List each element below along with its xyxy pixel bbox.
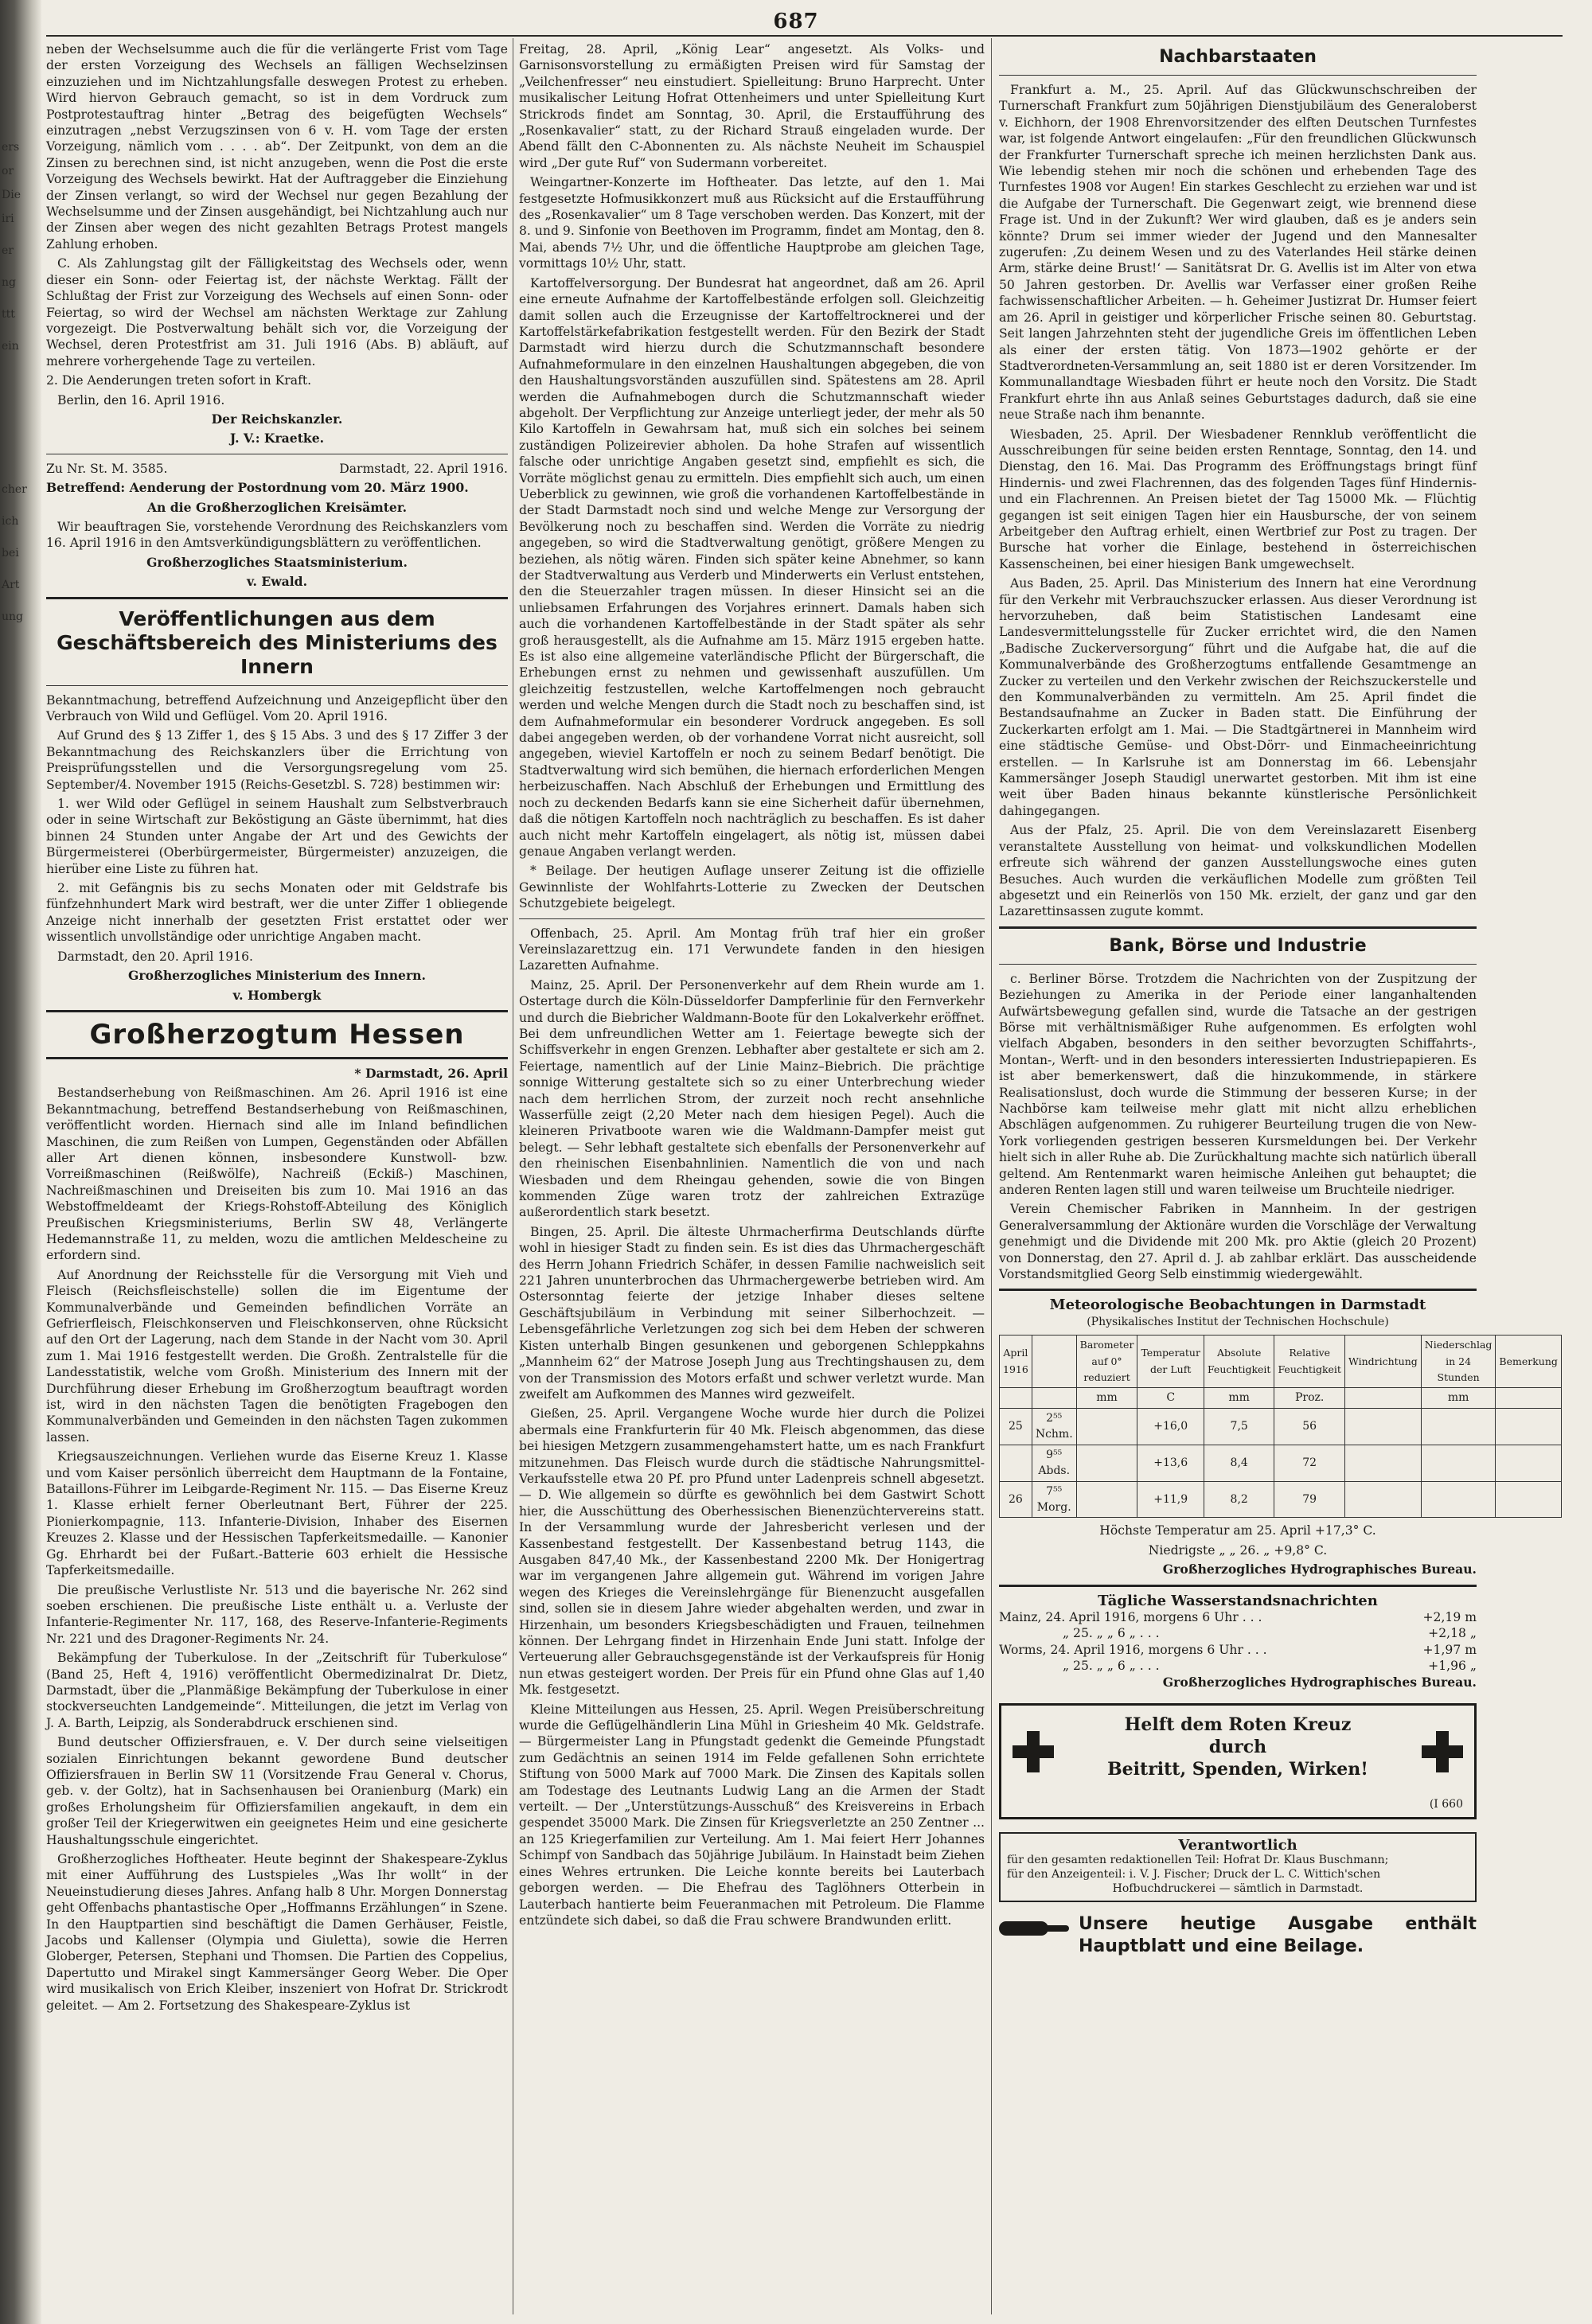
table-cell: 7,5 [1204,1408,1274,1445]
ad-line: durch [1208,1736,1267,1757]
table-unit: Proz. [1274,1388,1345,1408]
table-header: Absolute Feuchtigkeit [1204,1336,1274,1388]
paragraph: Aus Baden, 25. April. Das Ministerium des Innern hat eine Verordnung für den Verkehr mit Verbrauchszucker erlassen. Aus dieser Verordnung ist hervorzuheben, daß beim Statistischen Landesamt eine Landesvermittelungsstelle für Zucker errichtet wird, die den Namen „Badische Zuckerversorgung“ führt und die Aufgabe hat, die auf die Kommunalverbände des Großherzogtums entfallende Gesamtmenge an Zucker zu verteilen und den Verkehr zwischen der Reichszuckerstelle und den Kommunalverbänden zu vermitteln. Am 25. April findet die Bestandsaufnahme an Zucker in Baden statt. Die Einführung der Zuckerkarten erfolgt am 1. Mai. — Die Stadtgärtnerei in Mannheim wird eine städtische Gemüse- und Obst-Dörr- und Einmacheeinrichtung erstellen. — In Karlsruhe ist am Donnerstag im 66. Lebensjahr Kammersänger Joseph Staudigl unerwartet gestorben. Mit ihm ist eine weit über Baden hinaus bekannte künstlerische Persönlichkeit dahingegangen. [999,576,1477,818]
column-rule [991,38,992,2314]
table-header: Bemerkung [1496,1336,1562,1388]
water-level-label: „ 25. „ „ 6 „ . . . [1063,1626,1160,1641]
imprint-line: für den gesamten redaktionellen Teil: Hofrat Dr. Klaus Buschmann; [1007,1853,1389,1866]
table-header: Temperatur der Luft [1137,1336,1204,1388]
binding-edge [0,0,41,2324]
water-level-row [999,1642,1477,1658]
table-cell: +16,0 [1137,1408,1204,1445]
binding-fragment: ers [2,141,20,154]
paragraph: C. Als Zahlungstag gilt der Fälligkeitstag des Wechsels oder, wenn dieser ein Sonn- oder Feiertag ist, der nächste Werktag. Fällt der Schlußtag der Frist zur Vorzeigung des Wechsels auf einen Sonn- oder Feiertag, so wird der Wechsel am nächsten Werktage zur Zahlung vorgezeigt. Die Postverwaltung behält sich vor, die Vorzeigung der Wechsel, deren Protestfrist am 31. Juli 1916 (Abs. B) abläuft, auf mehrere vorhergehende Tage zu verteilen. [46,256,508,368]
water-level-source: Großherzogliches Hydrographisches Bureau. [1162,1674,1477,1690]
paragraph: 2. Die Aenderungen treten sofort in Kraft. [46,373,312,388]
table-cell: 8,2 [1204,1481,1274,1518]
paragraph: * Beilage. Der heutigen Auflage unserer Zeitung ist die offizielle Gewinnliste der Wohlfahrts-Lotterie zu Zwecken der Deutschen Schutzgebiete beigelegt. [519,864,985,911]
paragraph: Wir beauftragen Sie, vorstehende Verordnung des Reichskanzlers vom 16. April 1916 in den Amtsverkündigungsblättern zu veröffentlichen. [46,519,508,551]
paragraph: Mainz, 25. April. Der Personenverkehr auf dem Rhein wurde am 1. Ostertage durch die Köln-Düsseldorfer Dampferlinie für den Fernverkehr und durch die Biebricher Waldmann-Boote für den Lokalverkehr eröffnet. Bei dem unfreundlichen Wetter am 1. Feiertage bewegte sich der Schiffsverkehr in engen Grenzen. Lebhafter aber gestaltete er sich am 2. Feiertage, namentlich auf der Linie Mainz–Biebrich. Die prächtige sonnige Witterung gestaltete sich so zu einer Unterbrechung wieder nach dem herrlichen Strom, der zurzeit noch recht ansehnliche Wasserfülle zeigt (2,20 Meter nach dem hiesigen Pegel). Auch die kleineren Privatboote waren wie die Waldmann-Dampfer meist gut belegt. — Sehr lebhaft gestaltete sich ebenfalls der Personenverkehr auf den rheinischen Eisenbahnlinien. Namentlich die von und nach Wiesbaden und dem Rheingau gehenden, sowie die von Bingen kommenden Züge waren trotz der zahlreichen Extrazüge außerordentlich stark besetzt. [519,977,985,1220]
paragraph: neben der Wechselsumme auch die für die verlängerte Frist vom Tage der ersten Vorzeigung des Wechsels an fälligen Wechselzinsen einzuziehen und im Nichtzahlungsfalle deswegen Protest zu erheben. Wird hiervon Gebrauch gemacht, so ist in dem Vordruck zum Postprotestauftrag hinter „Betrag des beigefügten Wechsels“ einzutragen „nebst Verzugszinsen von 6 v. H. vom Tage der ersten Vorzeigung, nämlich vom . . . . ab“. Der Zeitpunkt, von dem an die Zinsen zu berechnen sind, ist nicht anzugeben, wenn die Post die erste Vorzeigung des Wechsels bewirkt. Hat der Auftraggeber die Einziehung der Zinsen verlangt, so wird der Wechsel nur gegen Bezahlung der Wechselsumme und der Zinsen ausgehändigt, bei Nichtzahlung auch nur der Zinsen aber wegen des nicht gezahlten Betrags Protest mangels Zahlung erhoben. [46,42,508,252]
table-cell: 9⁵⁵ Abds. [1032,1445,1076,1481]
signature: Der Reichskanzler. [211,411,343,427]
weather-subtitle: (Physikalisches Institut der Technischen Hochschule) [1087,1315,1389,1328]
table-header: Windrichtung [1344,1336,1421,1388]
paragraph: Weingartner-Konzerte im Hoftheater. Das letzte, auf den 1. Mai festgesetzte Hofmusikkonzert muß aus Rücksicht auf die Erstaufführung des „Rosenkavalier“ um 8 Tage verschoben werden. Das Konzert, mit der 8. und 9. Sinfonie von Beethoven im Programm, findet am Montag, den 8. Mai, abends 7½ Uhr, und die öffentliche Hauptprobe am gleichen Tage, vormittags 10½ Uhr, statt. [519,175,985,271]
imprint-box [999,1832,1477,1902]
imprint-line: für den Anzeigenteil: i. V. J. Fischer; Druck der L. C. Wittich'schen [1007,1867,1381,1881]
signature: J. V.: Kraetke. [229,431,325,446]
addressee: An die Großherzoglichen Kreisämter. [146,499,408,515]
paragraph: Kartoffelversorgung. Der Bundesrat hat angeordnet, daß am 26. April eine erneute Aufnahme der Kartoffelbestände erfolgen soll. Gleichzeitig damit sollen auch die Erzeugnisse der Kartoffeltrocknerei und der Kartoffelstärkefabrikation festgestellt werden. Für den Bezirk der Stadt Darmstadt wird hierzu durch die Schutzmannschaft besondere Aufnahmeformulare in den einzelnen Haushaltungen abgegeben, die von den Haushaltungsvorständen auszufüllen sind. Spätestens am 28. April werden die Aufnahmebogen durch die Schutzmannschaft wieder abgeholt. Der Verpflichtung zur Anzeige unterliegt jeder, der mehr als 50 Kilo Kartoffeln in Gewahrsam hat, muß sich ein solches bei seinem zuständigen Polizeirevier abholen. Da hohe Strafen auf wissentlich falsche oder unrichtige Angaben gesetzt sind, empfiehlt es sich, die Vorräte möglichst genau zu ermitteln. Dies empfiehlt sich auch, um einen Ueberblick zu gewinnen, wie groß die vorhandenen Kartoffelbestände in der Stadt Darmstadt noch sind und welche Menge zur Versorgung der Bevölkerung noch zu beschaffen sind. Werden die Vorräte zu niedrig angegeben, so wird die Stadtverwaltung genötigt, größere Mengen zu beziehen, als nötig wären. Finden sich später keine Abnehmer, so kann der Stadtverwaltung aus Verderb und Minderwerts ein Verlust entstehen, den die Steuerzahler tragen müssen. In dieser Hinsicht sei an die unliebsamen Erfahrungen des Vorjahres erinnert. Damals haben sich auch die vorhandenen Kartoffelbestände in der Stadt später als sehr groß herausgestellt, als die Aufnahme am 15. März 1915 ergeben hatte. Es ist also eine allgemeine vaterländische Pflicht der Bürgerschaft, die Erhebungen ernst zu nehmen und gewissenhaft auszufüllen. Um gleichzeitig festzustellen, welche Kartoffelmengen noch gebraucht werden und welche Mengen durch die Stadt noch zu beschaffen sind, ist dem Aufnahmeformular ein besonderer Vordruck angegeben. Es soll dabei angegeben werden, ob der vorhandene Vorrat nicht ausreicht, soll angegeben, wieviel Kartoffeln er noch zu seinem Bedarf benötigt. Die Stadtverwaltung wird sich bemühen, die hiernach erforderlichen Mengen herbeizuschaffen. Nach Abschluß der Erhebungen und Ermittlung des noch zu deckenden Bedarfs kann sie eine Sicherheit dafür übernehmen, daß die nötigen Kartoffeln noch nachträglich zu beschaffen. Es ist daher auch nicht mehr Kartoffeln eingelagert, als nötig ist, müssen dabei genaue Angaben verlangt werden. [519,275,985,859]
section-heading: Veröffentlichungen aus dem Geschäftsbereich des Ministeriums des Innern [57,606,498,678]
table-unit [1496,1388,1562,1408]
ad-code: (I 660 [1429,1797,1463,1811]
signature: Großherzogliches Ministerium des Innern. [128,968,426,984]
table-cell: 72 [1274,1445,1345,1481]
paragraph: Bund deutscher Offiziersfrauen, e. V. Der durch seine vielseitigen sozialen Einrichtungen bekannt gewordene Bund deutscher Offiziersfrauen in Berlin SW 11 (Vorsitzende Frau General v. Chorus, geb. v. der Goltz), hat in Sachsenhausen bei Oranienburg (Mark) ein großes Erholungsheim für Offiziersfamilien angekauft, in dem ein großer Teil der Kriegerwitwen ein geeignetes Heim und eine gesicherte Haushaltungsschule eingerichtet. [46,1735,508,1847]
section-heading: Großherzogtum Hessen [89,1018,465,1051]
table-header: Niederschlag in 24 Stunden [1421,1336,1496,1388]
imprint-line: Hofbuchdruckerei — sämtlich in Darmstadt. [1112,1881,1364,1895]
table-cell [1496,1408,1562,1445]
section-heading: Bank, Börse und Industrie [1109,935,1367,956]
table-cell [1076,1481,1137,1518]
temperature-max: Höchste Temperatur am 25. April +17,3° C. [1099,1523,1376,1538]
table-unit: mm [1076,1388,1137,1408]
weather-source: Großherzogliches Hydrographisches Bureau. [1162,1562,1477,1577]
cross-icon [1422,1731,1463,1772]
binding-fragment: ein [2,340,19,353]
water-level-label: Mainz, 24. April 1916, morgens 6 Uhr . . . [999,1609,1262,1624]
weather-table [999,1335,1562,1518]
paragraph: 2. mit Gefängnis bis zu sechs Monaten oder mit Geldstrafe bis fünfzehnhundert Mark wird bestraft, wer die unter Ziffer 1 obliegende Anzeige nicht innerhalb der gesetzten Frist erstattet oder wer wissentlich unvollständige oder unrichtige Angaben macht. [46,881,508,945]
pointing-hand-icon [999,1913,1071,1944]
divider [46,1057,508,1059]
binding-fragment: bei [2,547,19,560]
water-level-value: +2,19 m [1422,1609,1477,1624]
signature: v. Hombergk [232,987,322,1003]
ad-line: Beitritt, Spenden, Wirken! [1107,1758,1368,1780]
announcement-title: Bekanntmachung, betreffend Aufzeichnung und Anzeigepflicht über den Verbrauch von Wild und Geflügel. Vom 20. April 1916. [46,692,508,723]
paragraph: Wiesbaden, 25. April. Der Wiesbadener Rennklub veröffentlicht die Ausschreibungen für seine beiden ersten Renntage, Sonntag, den 14. und Dienstag, den 16. Mai. Das Programm des Eröffnungstags bringt fünf Hindernis- und zwei Flachrennen, das des folgenden Tages fünf Hindernis- und ein Flachrennen. An Preisen bietet der Tag 15000 Mk. — Flüchtig gegangen ist seit einigen Tagen hier ein Hausbursche, der von seinem Arbeitgeber den Auftrag erhielt, einen Wertbrief zur Post zu tragen. Der Bursche hat vorher die Einlage, bestehend in österreichischen Kassenscheinen, bei einer hiesigen Bank umgewechselt. [999,427,1477,571]
paragraph: Gießen, 25. April. Vergangene Woche wurde hier durch die Polizei abermals eine Frankfurterin für 40 Mk. Fleisch abgenommen, das diese bei hiesigen Metzgern zusammengehamstert hatte, um es nach Frankfurt mitzunehmen. Das Fleisch wurde durch die städtische Nahrungsmittel-Verkaufsstelle etwa 20 Pf. pro Pfund unter Ladenpreis schnell abgesetzt. — D. Wie allgemein so dürfte es gewöhnlich bei dem Gastwirt Schott hier, die Ausschüttung des Oberhessischen Bienenzüchtervereins statt. In der Versammlung wurde der Jahresbericht verlesen und der Kassenbestand festgestellt. Der Kassenbestand betrug 1143, die Ausgaben 847,40 Mk., der Kassenbestand 2200 Mk. Der Honigertrag war im vergangenen Jahre allgemein gut. Während im vorigen Jahre wegen des Krieges die Vereinslehrgänge für Bienenzucht ausgefallen sind, sollen sie in diesem Jahre wieder abgehalten werden, und zwar in Hirzenhain, um besonders Kriegsbeschädigten und Frauen, teilnehmen können. Der Lehrgang findet in Hirzenhain Ende Juni statt. Infolge der Verteuerung aller Gebrauchsgegenstände ist der Verkaufspreis für Honig nun etwas gesteigert worden. Der Preis für ein Pfund ohne Glas auf 1,40 Mk. festgesetzt. [519,1406,985,1698]
table-cell: +13,6 [1137,1445,1204,1481]
table-row [1000,1481,1562,1518]
paragraph: Bingen, 25. April. Die älteste Uhrmacherfirma Deutschlands dürfte wohl in hiesiger Stadt zu finden sein. Es ist dies das Uhrmachergeschäft des Herrn Johann Friedrich Schäfer, in dessen Familie nachweislich seit 221 Jahren ununterbrochen das Uhrmachergewerbe betrieben wird. Am Ostersonntag feierte der jetzige Inhaber dieses seltene Geschäftsjubiläum in Verbindung mit seiner Silberhochzeit. — Lebensgefährliche Verletzungen zog sich bei dem Heben der schweren Kisten unterhalb Bingen gesunkenen und geborgenen Schleppkahns „Mannheim 62“ der Matrose Joseph Jung aus Trechtingshausen zu, dem von der Transmission des Motors erfaßt und schwer verletzt wurde. Man zweifelt am Aufkommen des Mannes wird gezweifelt. [519,1224,985,1402]
table-unit: C [1137,1388,1204,1408]
water-level-label: „ 25. „ „ 6 „ . . . [1063,1659,1160,1674]
paragraph: Darmstadt, den 20. April 1916. [57,949,254,964]
table-header: Relative Feuchtigkeit [1274,1336,1345,1388]
binding-fragment: Art [2,579,20,591]
reference-date: Darmstadt, 22. April 1916. [339,461,508,476]
water-level-value: +1,96 „ [1428,1659,1477,1674]
water-level-row [999,1658,1477,1674]
table-cell [1421,1445,1496,1481]
imprint-title: Verantwortlich [1178,1836,1297,1854]
water-level-value: +1,97 m [1422,1642,1477,1657]
section-heading: Nachbarstaaten [1159,47,1317,67]
binding-fragment: iri [2,213,14,225]
column-left [46,41,508,2017]
paragraph: Offenbach, 25. April. Am Montag früh traf hier ein großer Vereinslazarettzug ein. 171 Verwundete fanden in den hiesigen Lazaretten Aufnahme. [519,926,985,973]
table-unit: mm [1421,1388,1496,1408]
page-number: 687 [773,10,819,33]
table-cell: 26 [1000,1481,1032,1518]
binding-fragment: ttt [2,308,15,321]
weather-title: Meteorologische Beobachtungen in Darmstadt [1049,1297,1426,1314]
water-level-title: Tägliche Wasserstandsnachrichten [1098,1592,1378,1609]
water-level-label: Worms, 24. April 1916, morgens 6 Uhr . . . [999,1642,1267,1657]
notice-text: Unsere heutige Ausgabe enthält Hauptblatt und eine Beilage. [1079,1913,1477,1956]
binding-fragment: or [2,165,14,177]
table-cell: 2⁵⁵ Nchm. [1032,1408,1076,1445]
table-cell: 7⁵⁵ Morg. [1032,1481,1076,1518]
table-cell [1000,1445,1032,1481]
table-cell: 56 [1274,1408,1345,1445]
reference-number: Zu Nr. St. M. 3585. [46,461,168,476]
divider [46,685,508,686]
reference-line [46,461,508,477]
divider [519,918,985,919]
table-cell [1344,1445,1421,1481]
table-cell: +11,9 [1137,1481,1204,1518]
paragraph: Freitag, 28. April, „König Lear“ angesetzt. Als Volks- und Garnisonsvorstellung zu ermäßigten Preisen wird für Samstag der „Veilchenfresser“ neu einstudiert. Spielleitung: Bruno Harprecht. Unter musikalischer Leitung Hofrat Ottenheimers und unter Spielleitung Kurt Strickrods findet am Sonntag, 30. April, die Erstaufführung des „Rosenkavalier“ statt, zu der Richard Strauß eingeladen wurde. Der Abend fällt den C-Abonnenten zu. Als nächste Neuheit im Schauspiel wird „Der gute Ruf“ von Sudermann vorbereitet. [519,42,985,170]
water-level-row [999,1609,1477,1625]
binding-fragment: ung [2,610,23,623]
signature: v. Ewald. [246,574,308,590]
table-unit: mm [1204,1388,1274,1408]
binding-fragment: cher [2,483,27,496]
paragraph: 1. wer Wild oder Geflügel in seinem Haushalt zum Selbstverbrauch oder in seine Wirtschaft zur Beköstigung an Gäste übernimmt, hat dies binnen 24 Stunden unter Angabe der Art und des Gewichts der Bürgermeisterei (Oberbürgermeister, Bürgermeister) anzuzeigen, die hierüber eine Liste zu führen hat. [46,797,508,876]
table-unit [1344,1388,1421,1408]
header-rule [46,35,1563,37]
paragraph: Frankfurt a. M., 25. April. Auf das Glückwunschschreiben der Turnerschaft Frankfurt zum 50jährigen Dienstjubiläum des Generaloberst v. Eichhorn, der 1908 Ehrenvorsitzender des elften Deutschen Turnfestes war, ist folgende Antwort eingelaufen: „Für den freundlichen Glückwunsch der Frankfurter Turnerschaft spreche ich meinen herzlichsten Dank aus. Wie lebendig stehen mir noch die schönen und erhebenden Tage des Turnfestes 1908 vor Augen! Ein starkes Geschlecht zu erziehen war und ist die Aufgabe der Turnerschaft. Die Gegenwart zeigt, wie brennend diese Frage ist. Und in der Zukunft? Wer wird glauben, daß es je anders sein könnte? Drum sei immer wieder der Jugend und den Mannesalter zugerufen: ‚Zu deinem Wesen und zu des Vaterlandes Heil stärke deinen Arm, stärke deine Brust!‘ — Sanitätsrat Dr. G. Avellis ist im Alter von etwa 50 Jahren gestorben. Dr. Avellis war Verfasser einer großen Reihe fachwissenschaftlicher Arbeiten. — h. Geheimer Justizrat Dr. Humser feiert am 26. April in geistiger und körperlicher Frische seinen 80. Geburtstag. Seit langen Jahrzehnten steht der jugendliche Greis im öffentlichen Leben als einer der ersten tätig. Von 1873—1902 gehörte er der Stadtverordneten-Versammlung an, seit 1880 ist er deren Vorsitzender. Im Kommunallandtage Wiesbaden führt er heute noch den Vorsitz. Die Stadt Frankfurt ehrte ihn aus Anlaß seines Geburtstages dadurch, daß sie eine neue Straße nach ihm benannte. [999,83,1477,423]
ad-line: Helft dem Roten Kreuz [1124,1714,1352,1735]
paragraph: Kleine Mitteilungen aus Hessen, 25. April. Wegen Preisüberschreitung wurde die Geflügelhändlerin Lina Mühl in Griesheim 40 Mk. Geldstrafe. — Bürgermeister Lang in Pfungstadt gedenkt die Gemeinde Pfungstadt zum Gedächtnis an seinen 1914 im Felde gefallenen Sohn errichtete Stiftung von 5000 Mark auf 7000 Mark. Die Zinsen des Kapitals sollen am Todestage des Leutnants Ludwig Lang an die Armen der Stadt verteilt. — Der „Unterstützungs-Ausschuß“ des Kreisvereins in Erbach gespendet 35000 Mark. Die Zinsen für Kriegsverletzte an 250 Zentner ... an 125 Kriegerfamilien zur Verteilung. Am 1. Mai feiert Herr Johannes Schimpf von Sandbach das 50jährige Jubiläum. In Hainstadt beim Ziehen eines Wehres ertrunken. Die Leiche konnte bereits bei Lauterbach geborgen werden. — Die Ehefrau des Taglöhners Otterbein in Lauterbach hantierte beim Feueranmachen mit Petroleum. Die Flamme entzündete sich dabei, so daß die Frau schwere Brandwunden erlitt. [519,1702,985,1928]
table-header: Barometer auf 0° reduziert [1076,1336,1137,1388]
dateline: * Darmstadt, 26. April [354,1065,508,1081]
binding-fragment: ich [2,515,19,528]
table-cell [1421,1408,1496,1445]
divider [999,75,1477,76]
divider [999,926,1477,929]
table-row [1000,1445,1562,1481]
paragraph: Auf Anordnung der Reichsstelle für die Versorgung mit Vieh und Fleisch (Reichsfleischstelle) sollen die im Eigentume der Kommunalverbände und Gemeinden befindlichen Vorräte an Gefrierfleisch, Fleischkonserven und Fleischkonserven, ohne Rücksicht auf den Ort der Lagerung, nach dem Stande in der Nacht vom 30. April zum 1. Mai 1916 festgestellt werden. Die Großh. Zentralstelle für die Landesstatistik, welche vom Großh. Ministerium des Innern mit der Durchführung dieser Erhebung im Großherzogtum beauftragt worden ist, wird in den nächsten Tagen die benötigten Fragebogen den Kommunalverbänden und Gemeinden in den nächsten Tagen zukommen lassen. [46,1267,508,1445]
binding-fragment: er [2,244,14,257]
column-right [999,41,1558,1958]
table-cell [1496,1445,1562,1481]
subject-line: Betreffend: Aenderung der Postordnung vom 20. März 1900. [46,480,469,496]
table-cell [1344,1408,1421,1445]
water-level-row [999,1625,1477,1641]
issue-notice [999,1913,1477,1958]
paragraph: Großherzogliches Hoftheater. Heute beginnt der Shakespeare-Zyklus mit einer Aufführung des Lustspieles „Was Ihr wollt“ in der Neueinstudierung dieses Jahres. Anfang halb 8 Uhr. Morgen Donnerstag geht Offenbachs phantastische Oper „Hoffmanns Erzählungen“ in Szene. In den Hauptpartien sind beschäftigt die Damen Gerhäuser, Feistle, Jacobs und Kallenser (Olympia und Giuletta), sowie die Herren Globerger, Petersen, Stephani und Thomsen. Die Partien des Coppelius, Dapertutto und Mirakel singt Kammersänger Georg Weber. Die Oper wird musikalisch von Erich Kleiber, inszeniert von Hofrat Dr. Strickrodt geleitet. — Am 2. Fortsetzung des Shakespeare-Zyklus ist [46,1852,508,2013]
paragraph: Berlin, den 16. April 1916. [57,392,225,407]
binding-fragment: ng [2,276,16,289]
paragraph: Die preußische Verlustliste Nr. 513 und die bayerische Nr. 262 sind soeben erschienen. Die preußische Liste enthält u. a. Verluste der Infanterie-Regimenter Nr. 117, 168, des Reserve-Infanterie-Regiments Nr. 221 und des Dragoner-Regiments Nr. 24. [46,1582,508,1646]
divider [46,1010,508,1012]
paragraph: Kriegsauszeichnungen. Verliehen wurde das Eiserne Kreuz 1. Klasse und vom Kaiser persönlich überreicht dem Hauptmann de la Fontaine, Bataillons-Führer im Leibgarde-Regiment Nr. 115. — Das Eiserne Kreuz 1. Klasse erhielt ferner Oberleutnant Bert, Führer der 225. Pionierkompagnie, 113. Infanterie-Division, Inhaber des Eisernen Kreuzes 2. Klasse und der Hessischen Tapferkeitsmedaille. — Kanonier Gg. Ehrhardt bei der Fußart.-Batterie 603 erhielt die Hessische Tapferkeitsmedaille. [46,1449,508,1578]
table-cell: 79 [1274,1481,1345,1518]
table-cell [1344,1481,1421,1518]
signature: Großherzogliches Staatsministerium. [146,554,408,570]
table-header [1032,1336,1076,1388]
cross-icon [1013,1731,1054,1772]
paragraph: c. Berliner Börse. Trotzdem die Nachrichten von der Zuspitzung der Beziehungen zu Amerika in der Periode einer langanhaltenden Aufwärtsbewegung gefallen sind, wurde die Tatsache an der gestrigen Börse mit verhältnismäßiger Ruhe aufgenommen. Es erfolgten wohl vielfach Abgaben, besonders in den seither bevorzugten Schiffahrts-, Montan-, Werft- und in den besonders interessierten Industriepapieren. Es ist aber bemerkenswert, daß die hinzukommende, in stärkere Realisationslust, doch wurde die Stimmung der besseren Kurse; in der Nachbörse kam teilweise mehr glatt mit nicht allzu erheblichen Abschlägen aufgenommen. Zu ruhigerer Beurteilung trugen die von New-York vorliegenden gestrigen besseren Kursmeldungen bei. Der Verkehr hielt sich in aller Ruhe ab. Die Zurückhaltung machte sich natürlich überall geltend. Am Rentenmarkt waren heimische Anleihen gut behauptet; die anderen Renten lagen still und waren teilweise um Bruchteile niedriger. [999,971,1477,1197]
table-cell [1496,1481,1562,1518]
paragraph: Bestandserhebung von Reißmaschinen. Am 26. April 1916 ist eine Bekanntmachung, betreffend Bestandserhebung von Reißmaschinen, veröffentlicht worden. Hiernach sind alle im Inland befindlichen Maschinen, die zum Reißen von Lumpen, Gegenständen oder Abfällen aller Art dienen können, insbesondere Kunstwoll- bzw. Vorreißmaschinen (Reißwölfe), Nachreiß (Eckiß-) Maschinen, Nachreißmaschinen und Dreiseiten bis zum 10. Mai 1916 an das Webstoffmeldeamt der Kriegs-Rohstoff-Abteilung des Königlich Preußischen Kriegsministeriums, Berlin SW 48, Verlängerte Hedemannstraße 11, zu melden, wozu die amtlichen Meldescheine zu erfordern sind. [46,1086,508,1263]
table-cell: 25 [1000,1408,1032,1445]
table-cell: 8,4 [1204,1445,1274,1481]
divider [46,597,508,599]
table-unit [1032,1388,1076,1408]
temperature-min: Niedrigste „ „ 26. „ +9,8° C. [1148,1542,1328,1558]
weather-table-block [999,1297,1558,1577]
divider [999,964,1477,965]
table-cell [1076,1408,1137,1445]
red-cross-ad [999,1703,1477,1819]
table-header: April 1916 [1000,1336,1032,1388]
water-level-block [999,1593,1477,1690]
table-cell [1421,1481,1496,1518]
table-cell [1076,1445,1137,1481]
table-row [1000,1408,1562,1445]
paragraph: Auf Grund des § 13 Ziffer 1, des § 15 Abs. 3 und des § 17 Ziffer 3 der Bekanntmachung des Reichskanzlers über die Errichtung von Preisprüfungsstellen und die Versorgungsregelung vom 25. September/4. November 1915 (Reichs-Gesetzbl. S. 728) bestimmen wir: [46,728,508,792]
divider [999,1289,1477,1291]
binding-fragment: Die [2,189,21,201]
paragraph: Bekämpfung der Tuberkulose. In der „Zeitschrift für Tuberkulose“ (Band 25, Heft 4, 1916) veröffentlicht Obermedizinalrat Dr. Dietz, Darmstadt, über die „Planmäßige Bekämpfung der Tuberkulose in einer stockverseuchten Landgemeinde“. Mitteilungen, die jetzt im Verlag von J. A. Barth, Leipzig, als Sonderabdruck erschienen sind. [46,1651,508,1730]
table-unit [1000,1388,1032,1408]
paragraph: Aus der Pfalz, 25. April. Die von dem Vereinslazarett Eisenberg veranstaltete Ausstellung von heimat- und volkskundlichen Modellen erfreute sich während der ganzen Ausstellungswoche eines guten Besuches. Auch wurden die verkäuflichen Modelle zum größten Teil abgesetzt und ein Reinerlös von 150 Mk. erzielt, der ganz und gar den Lazarettinsassen zugute kommt. [999,823,1477,919]
divider [999,1585,1477,1587]
column-middle [519,41,985,1932]
paragraph: Verein Chemischer Fabriken in Mannheim. In der gestrigen Generalversammlung der Aktionäre wurden die Vorschläge der Verwaltung genehmigt und die Dividende mit 200 Mk. pro Aktie (gleich 20 Prozent) von Donnerstag, den 27. April d. J. ab zahlbar erklärt. Das ausscheidende Vorstandsmitglied Georg Selb einstimmig wiedergewählt. [999,1202,1477,1282]
water-level-value: +2,18 „ [1428,1626,1477,1641]
